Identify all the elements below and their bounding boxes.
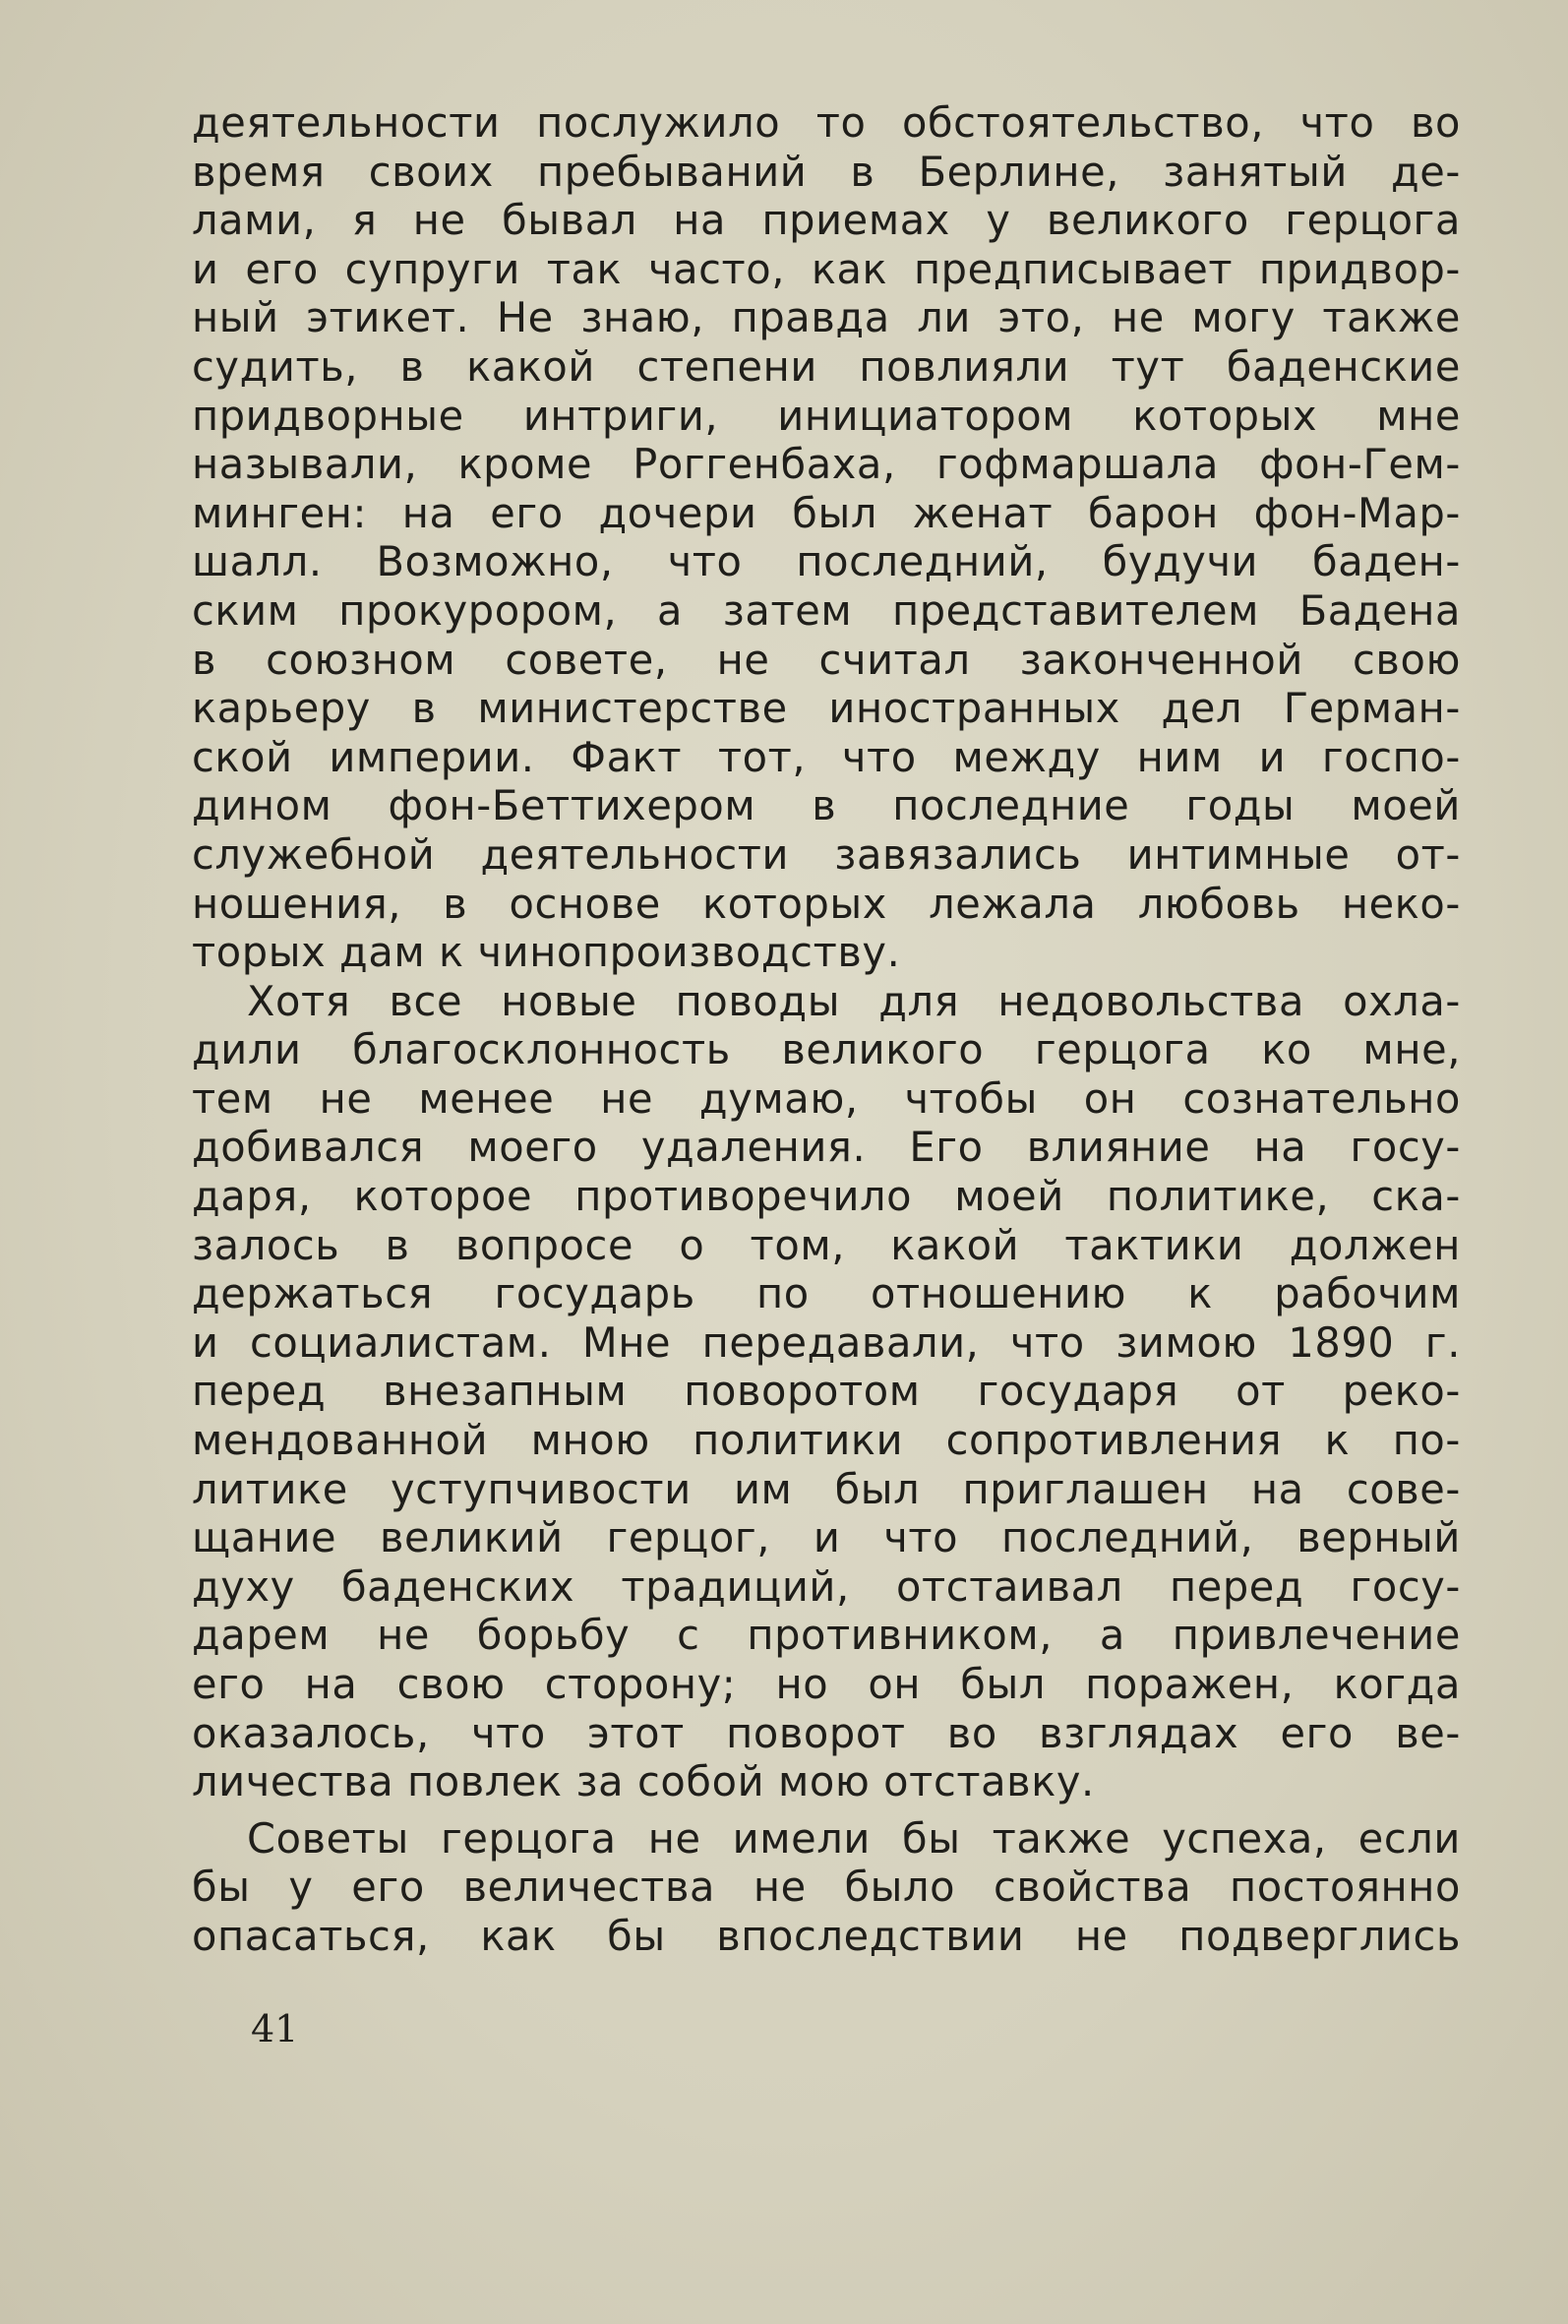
page-number: 41	[251, 2007, 299, 2050]
text-line: дином фон-Беттихером в последние годы моей	[192, 781, 1461, 830]
text-line: и его супруги так часто, как предписывает придвор-	[192, 244, 1461, 293]
text-line: минген: на его дочери был женат барон фон-Мар-	[192, 488, 1461, 537]
text-line: духу баденских традиций, отстаивал перед госу-	[192, 1561, 1461, 1611]
text-line: его на свою сторону; но он был поражен, когда	[192, 1660, 1461, 1708]
text-line: придворные интриги, инициатором которых мне	[192, 391, 1461, 440]
text-line: ской империи. Факт тот, что между ним и госпо-	[192, 732, 1461, 781]
body-text	[192, 98, 1461, 1961]
text-line: и социалистам. Мне передавали, что зимою 1890 г.	[192, 1317, 1461, 1367]
text-line: щание великий герцог, и что последний, верный	[192, 1513, 1461, 1562]
text-line: судить, в какой степени повлияли тут баденские	[192, 341, 1461, 391]
text-line: ный этикет. Не знаю, правда ли это, не могу также	[192, 293, 1461, 342]
text-line: опасаться, как бы впоследствии не подверглись	[192, 1911, 1461, 1960]
text-line: бы у его величества не было свойства постоянно	[192, 1863, 1461, 1912]
text-line: служебной деятельности завязались интимные от-	[192, 829, 1461, 879]
paragraph-first-line: Советы герцога не имели бы также успеха, если	[247, 1813, 1461, 1863]
text-line: литике уступчивости им был приглашен на сове-	[192, 1464, 1461, 1513]
text-line: ношения, в основе которых лежала любовь неко-	[192, 879, 1461, 928]
text-line: держаться государь по отношению к рабочим	[192, 1269, 1461, 1318]
text-line: карьеру в министерстве иностранных дел Герман-	[192, 684, 1461, 733]
paragraph-gap	[192, 1806, 1461, 1814]
text-line: личества повлек за собой мою отставку.	[192, 1757, 1095, 1806]
text-line: залось в вопросе о том, какой тактики должен	[192, 1220, 1461, 1269]
text-line: шалл. Возможно, что последний, будучи баден-	[192, 537, 1461, 586]
text-line: оказалось, что этот поворот во взглядах его ве-	[192, 1708, 1461, 1757]
paragraph-first-line: Хотя все новые поводы для недовольства охла-	[247, 976, 1461, 1025]
text-line: деятельности послужило то обстоятельство, что во	[192, 98, 1461, 147]
text-line: даря, которое противоречило моей политике, ска-	[192, 1172, 1461, 1221]
text-line: называли, кроме Роггенбаха, гофмаршала фон-Гем-	[192, 440, 1461, 489]
text-line: добивался моего удаления. Его влияние на госу-	[192, 1123, 1461, 1172]
text-line: в союзном совете, не считал законченной свою	[192, 635, 1461, 684]
text-line: время своих пребываний в Берлине, занятый де-	[192, 147, 1461, 196]
text-line: тем не менее не думаю, чтобы он сознательно	[192, 1073, 1461, 1123]
text-line: торых дам к чинопроизводству.	[192, 928, 901, 977]
text-line: мендованной мною политики сопротивления к по-	[192, 1416, 1461, 1465]
text-line: лами, я не бывал на приемах у великого герцога	[192, 196, 1461, 245]
text-line: перед внезапным поворотом государя от реко-	[192, 1367, 1461, 1416]
text-line: дили благосклонность великого герцога ко мне,	[192, 1025, 1461, 1074]
text-line: дарем не борьбу с противником, а привлечение	[192, 1611, 1461, 1660]
text-line: ским прокурором, а затем представителем Бадена	[192, 585, 1461, 635]
